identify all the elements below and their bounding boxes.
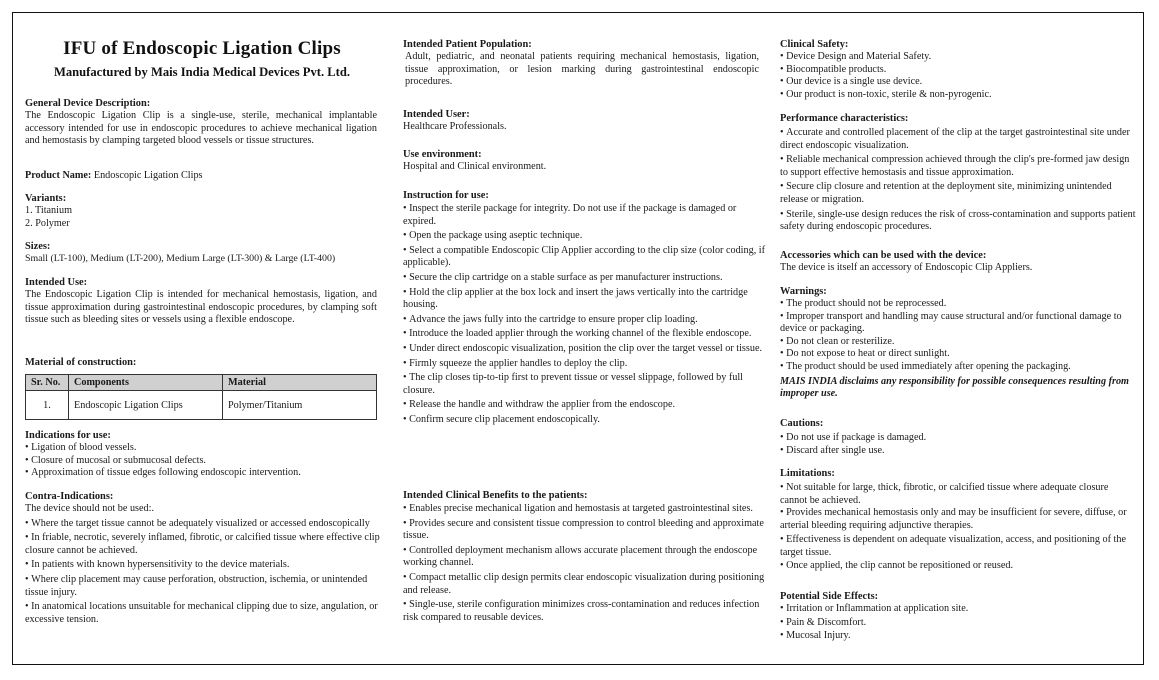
section-intended-user <box>403 108 759 134</box>
list-item: • Our product is non-toxic, sterile & non-pyrogenic. <box>780 89 1136 102</box>
list-item: • Mucosal Injury. <box>780 630 1136 643</box>
list-item: • In friable, necrotic, severely inflamed, fibrotic, or calcified tissue where effective clip closure cannot be achieved. <box>25 532 383 557</box>
list-item: • Provides secure and consistent tissue compression to control bleeding and approximate tissue. <box>403 518 765 543</box>
section-heading: Instruction for use: <box>403 190 489 201</box>
section-general-description <box>25 97 377 148</box>
list-item: • Improper transport and handling may cause structural and/or functional damage to device or packaging. <box>780 311 1138 336</box>
column-header: Sr. No. <box>26 375 69 391</box>
list-item: • Ligation of blood vessels. <box>25 442 385 455</box>
section-heading: Intended User: <box>403 109 470 120</box>
list-item: • Pain & Discomfort. <box>780 617 1136 630</box>
list-item: • Release the handle and withdraw the applier from the endoscope. <box>403 399 765 412</box>
list-item: • Do not expose to heat or direct sunlight. <box>780 348 1138 361</box>
section-instructions <box>403 189 765 427</box>
table-header-row <box>26 375 377 391</box>
section-variants <box>25 192 377 230</box>
disclaimer-text: MAIS INDIA disclaims any responsibility for possible consequences resulting from improper use. <box>780 375 1129 400</box>
list-item: • Once applied, the clip cannot be repositioned or reused. <box>780 560 1138 573</box>
section-heading: Intended Use: <box>25 277 88 288</box>
section-warnings <box>780 285 1138 401</box>
table-cell: Endoscopic Ligation Clips <box>69 391 223 420</box>
list-item: • Inspect the sterile package for integrity. Do not use if the package is damaged or expired. <box>403 203 765 228</box>
list-item: • Reliable mechanical compression achieved through the clip's pre-formed jaw design to support effective hemostasis and tissue approximation. <box>780 154 1136 179</box>
section-heading: Clinical Safety: <box>780 39 849 50</box>
section-text: The Endoscopic Ligation Clip is intended for mechanical hemostasis, ligation, and tissue approximation during gastrointestinal endoscopic procedures, by clamping soft tissue such as bleeding sites or vessels using a flexible endoscope. <box>25 289 377 326</box>
list-item: • Advance the jaws fully into the cartridge to ensure proper clip loading. <box>403 314 765 327</box>
list-item: • Confirm secure clip placement endoscopically. <box>403 414 765 427</box>
document-subtitle: Manufactured by Mais India Medical Devices Pvt. Ltd. <box>53 65 351 79</box>
list-item: • In anatomical locations unsuitable for mechanical clipping due to size, angulation, or excessive tension. <box>25 601 383 626</box>
section-product-name <box>25 170 377 183</box>
column-header: Material <box>223 375 377 391</box>
section-accessories <box>780 249 1136 275</box>
list-item: • Accurate and controlled placement of the clip at the target gastrointestinal site under direct endoscopic visualization. <box>780 127 1136 152</box>
section-heading: Variants: <box>25 193 67 204</box>
section-clinical-benefits <box>403 489 765 624</box>
list-item: • The clip closes tip-to-tip first to prevent tissue or vessel slippage, followed by full closure. <box>403 372 765 397</box>
variant-item: 2. Polymer <box>25 217 70 229</box>
section-heading: Potential Side Effects: <box>780 591 879 602</box>
section-heading: Contra-Indications: <box>25 491 114 502</box>
list-item: • Secure the clip cartridge on a stable surface as per manufacturer instructions. <box>403 272 765 285</box>
list-item: • The product should be used immediately after opening the packaging. <box>780 361 1138 374</box>
list-item: • Firmly squeeze the applier handles to deploy the clip. <box>403 358 765 371</box>
section-text: The Endoscopic Ligation Clip is a single-use, sterile, mechanical implantable accessory intended for use in endoscopic procedures to achieve mechanical ligation and hemostasis by clamping targeted blood vessels or tissue structures. <box>25 110 377 147</box>
section-side-effects <box>780 590 1136 643</box>
section-sizes <box>25 240 385 266</box>
section-patient-population <box>403 38 759 89</box>
list-item: • Provides mechanical hemostasis only and may be insufficient for severe, diffuse, or arterial bleeding requiring adjunctive therapies. <box>780 507 1138 532</box>
list-item: • Under direct endoscopic visualization, position the clip over the target vessel or tissue. <box>403 343 765 356</box>
section-clinical-safety <box>780 38 1136 101</box>
list-item: • Select a compatible Endoscopic Clip Applier according to the clip size (color coding, if applicable). <box>403 245 765 270</box>
section-heading: Performance characteristics: <box>780 113 909 124</box>
section-material-heading <box>25 356 377 369</box>
document-title: IFU of Endoscopic Ligation Clips <box>63 38 341 59</box>
table-cell: Polymer/Titanium <box>223 391 377 420</box>
table-row <box>26 391 377 420</box>
list-item: • Biocompatible products. <box>780 64 1136 77</box>
list-item: • Do not clean or resterilize. <box>780 336 1138 349</box>
section-heading: Accessories which can be used with the device: <box>780 250 987 261</box>
section-heading: General Device Description: <box>25 98 151 109</box>
list-item: • Closure of mucosal or submucosal defects. <box>25 455 385 468</box>
list-item: • Controlled deployment mechanism allows accurate placement through the endoscope working channel. <box>403 545 765 570</box>
material-table <box>25 374 377 420</box>
section-cautions <box>780 417 1136 457</box>
section-text: The device is itself an accessory of Endoscopic Clip Appliers. <box>780 262 1033 273</box>
list-item: • Do not use if package is damaged. <box>780 432 1136 445</box>
list-item: • Sterile, single-use design reduces the risk of cross-contamination and supports patient safety during endoscopic procedures. <box>780 209 1136 234</box>
section-heading: Material of construction: <box>25 357 137 368</box>
section-heading: Indications for use: <box>25 430 111 441</box>
section-indications <box>25 429 385 480</box>
section-performance <box>780 112 1136 234</box>
list-item: • Where clip placement may cause perforation, obstruction, ischemia, or unintended tissue injury. <box>25 574 383 599</box>
section-use-environment <box>403 148 759 174</box>
section-heading: Limitations: <box>780 468 835 479</box>
section-text: Adult, pediatric, and neonatal patients requiring mechanical hemostasis, ligation, tissue approximation, or lesion marking during gastrointestinal endoscopic procedures. <box>405 51 759 88</box>
product-name-label: Product Name: <box>25 170 92 181</box>
list-item: • Discard after single use. <box>780 445 1136 458</box>
list-item: • Device Design and Material Safety. <box>780 51 1136 64</box>
list-item: • Single-use, sterile configuration minimizes cross-contamination and reduces infection risk compared to reusable devices. <box>403 599 765 624</box>
section-text: Healthcare Professionals. <box>403 121 507 132</box>
section-heading: Use environment: <box>403 149 482 160</box>
section-intended-use <box>25 276 377 327</box>
list-item: • Approximation of tissue edges following endoscopic intervention. <box>25 467 385 480</box>
list-item: • Effectiveness is dependent on adequate visualization, access, and positioning of the target tissue. <box>780 534 1138 559</box>
list-item: • Compact metallic clip design permits clear endoscopic visualization during positioning and release. <box>403 572 765 597</box>
list-item: • Hold the clip applier at the box lock and insert the jaws vertically into the cartridge housing. <box>403 287 765 312</box>
section-text: Hospital and Clinical environment. <box>403 161 547 172</box>
section-heading: Sizes: <box>25 241 51 252</box>
list-item: • Where the target tissue cannot be adequately visualized or accessed endoscopically <box>25 518 383 531</box>
list-item: • Introduce the loaded applier through the working channel of the flexible endoscope. <box>403 328 765 341</box>
list-item: • In patients with known hypersensitivity to the device materials. <box>25 559 383 572</box>
list-item: • Irritation or Inflammation at application site. <box>780 603 1136 616</box>
section-contra-indications <box>25 490 383 626</box>
section-limitations <box>780 467 1138 572</box>
section-intro: The device should not be used:. <box>25 503 155 514</box>
product-name-value: Endoscopic Ligation Clips <box>91 170 203 181</box>
table-cell: 1. <box>26 391 69 420</box>
section-text: Small (LT-100), Medium (LT-200), Medium Large (LT-300) & Large (LT-400) <box>25 253 336 264</box>
section-heading: Cautions: <box>780 418 824 429</box>
section-heading: Intended Patient Population: <box>403 39 532 50</box>
list-item: • Not suitable for large, thick, fibrotic, or calcified tissue where adequate closure cannot be achieved. <box>780 482 1138 507</box>
variant-item: 1. Titanium <box>25 205 72 216</box>
list-item: • Secure clip closure and retention at the deployment site, minimizing unintended release or migration. <box>780 181 1136 206</box>
list-item: • Open the package using aseptic technique. <box>403 230 765 243</box>
list-item: • The product should not be reprocessed. <box>780 298 1138 311</box>
section-heading: Warnings: <box>780 286 827 297</box>
list-item: • Enables precise mechanical ligation and hemostasis at targeted gastrointestinal sites. <box>403 503 765 516</box>
column-header: Components <box>69 375 223 391</box>
list-item: • Our device is a single use device. <box>780 76 1136 89</box>
section-heading: Intended Clinical Benefits to the patients: <box>403 490 588 501</box>
